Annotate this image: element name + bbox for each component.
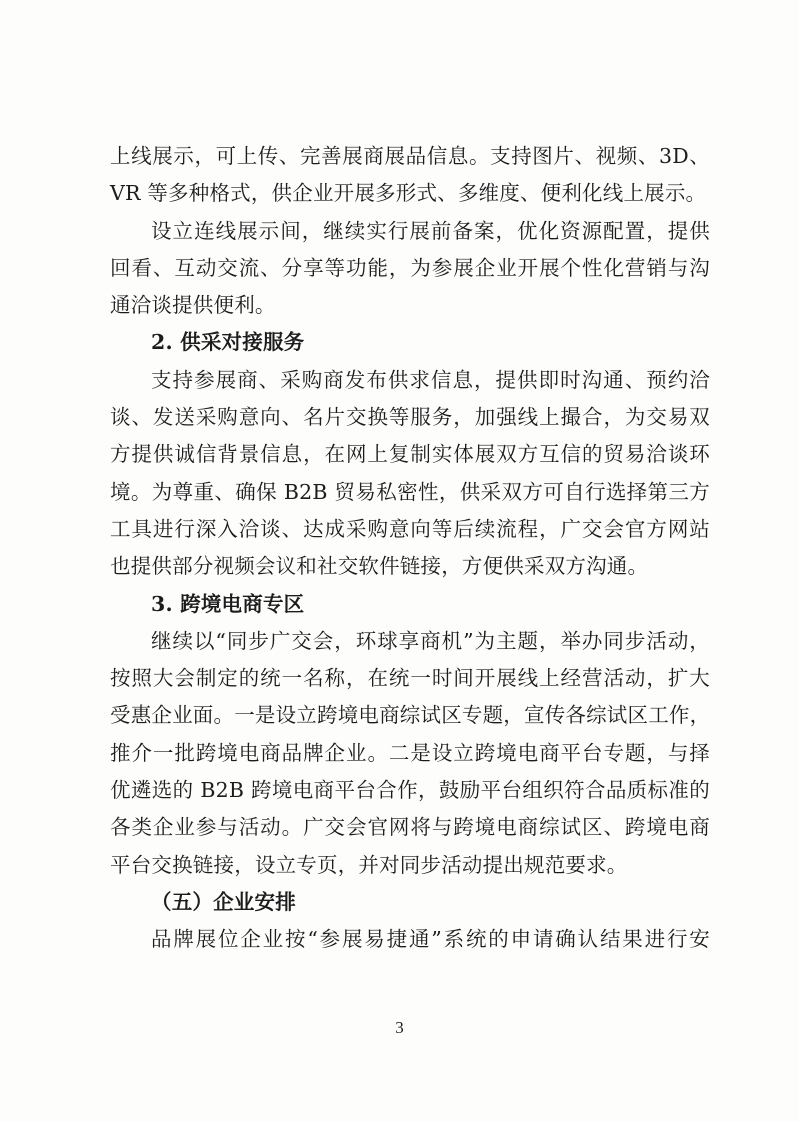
- text-line: 工具进行深入洽谈、达成采购意向等后续流程，广交会官方网站: [110, 516, 710, 541]
- text-line: 平台交换链接，设立专页，并对同步活动提出规范要求。: [110, 852, 628, 877]
- paragraph: [110, 213, 710, 325]
- text-line: 优遴选的 B2B 跨境电商平台合作，鼓励平台组织符合品质标准的: [110, 778, 710, 803]
- section-heading: 2. 供采对接服务: [151, 330, 305, 355]
- text-line: 谈、发送采购意向、名片交换等服务，加强线上撮合，为交易双: [110, 405, 710, 430]
- text-line: 设立连线展示间，继续实行展前备案，优化资源配置，提供: [151, 218, 710, 243]
- text-line: VR 等多种格式，供企业开展多形式、多维度、便利化线上展示。: [110, 181, 707, 206]
- text-line: 上线展示，可上传、完善展商展品信息。支持图片、视频、3D、: [110, 144, 710, 168]
- paragraph: [110, 138, 710, 213]
- paragraph: [110, 362, 710, 586]
- document-body: [110, 138, 710, 959]
- page-number: 3: [395, 1018, 404, 1037]
- text-line: 按照大会制定的统一名称，在统一时间开展线上经营活动，扩大: [110, 666, 710, 691]
- text-line: 通洽谈提供便利。: [110, 293, 276, 318]
- text-line: 方提供诚信背景信息，在网上复制实体展双方互信的贸易洽谈环: [110, 442, 710, 467]
- paragraph: [110, 921, 710, 958]
- text-line: 品牌展位企业按“参展易捷通”系统的申请确认结果进行安: [151, 927, 710, 952]
- text-line: 也提供部分视频会议和社交软件链接，方便供采双方沟通。: [110, 554, 649, 579]
- text-line: 支持参展商、采购商发布供求信息，提供即时沟通、预约洽: [151, 367, 710, 392]
- text-line: 继续以“同步广交会，环球享商机”为主题，举办同步活动，: [151, 628, 710, 653]
- text-line: 各类企业参与活动。广交会官网将与跨境电商综试区、跨境电商: [110, 815, 710, 840]
- text-line: 受惠企业面。一是设立跨境电商综试区专题，宣传各综试区工作，: [110, 703, 711, 728]
- text-line: 境。为尊重、确保 B2B 贸易私密性，供采双方可自行选择第三方: [110, 479, 710, 504]
- text-line: 回看、互动交流、分享等功能，为参展企业开展个性化营销与沟: [110, 255, 710, 280]
- section-heading: （五）企业安排: [151, 889, 296, 914]
- paragraph: [110, 623, 710, 884]
- section-heading: 3. 跨境电商专区: [151, 591, 305, 616]
- text-line: 推介一批跨境电商品牌企业。二是设立跨境电商平台专题，与择: [110, 740, 710, 765]
